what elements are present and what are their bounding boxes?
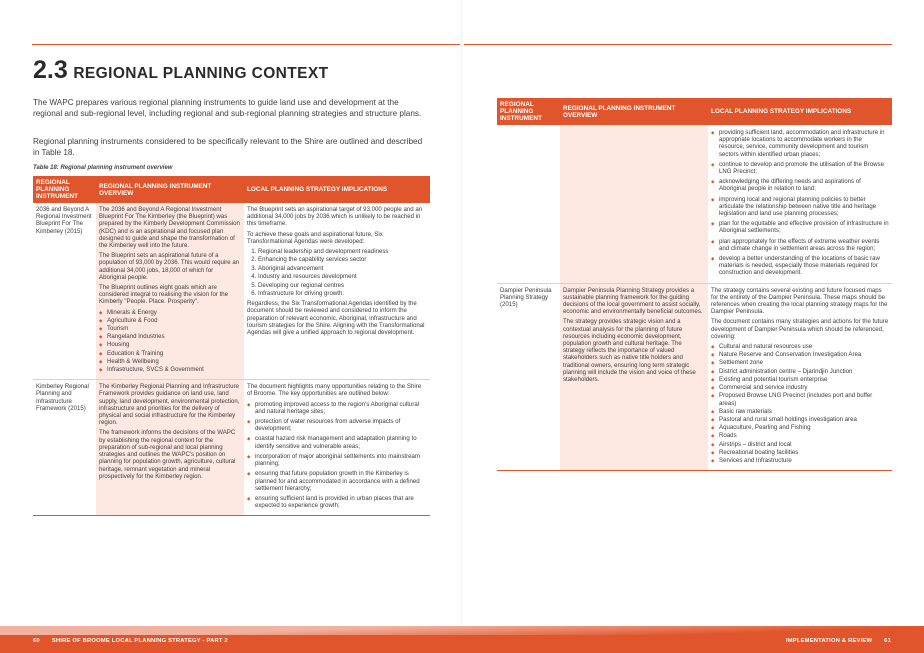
list-item: ◆ plan appropriately for the effects of extreme weather events and climate change in settlement areas across the region; (711, 238, 889, 252)
header-implications: LOCAL PLANNING STRATEGY IMPLICATIONS (708, 98, 892, 125)
header-instrument: REGIONAL PLANNING INSTRUMENT (33, 176, 96, 203)
list-item: ◆ Tourism (99, 325, 241, 332)
overview-cell (96, 203, 244, 380)
list-item: ◆ providing sufficient land, accommodation and infrastructure in appropriate locations to accommodate workers in the resource, service, community development and tourism sectors within identified urban places; (711, 129, 889, 158)
list-item: ◆ incorporation of major aboriginal settlements into mainstream planning; (247, 453, 427, 467)
footer-band (0, 626, 924, 653)
list-item: ◆ Settlement zone (711, 359, 889, 366)
page-number-right: 61 (884, 638, 891, 644)
list-item: ◆ Airstrips – district and local (711, 441, 889, 448)
list-item: 1. Regional leadership and development readiness (258, 248, 427, 255)
list-item: ◆ plan for the equitable and effective provision of infrastructure in Aboriginal settlements; (711, 220, 889, 234)
overview-text: The framework informs the decisions of the WAPC by establishing the regional context for the preparation of sub-regional and local planning strategies and outlines the WAPC's position on planning for population growth, agriculture, cultural heritage, remnant vegetation and mineral prospectively for the Kimberley region. (99, 429, 236, 480)
list-item: ◆ Pastoral and rural small holdings investigation area (711, 416, 889, 423)
section-heading (33, 56, 328, 85)
instrument-cell: 2036 and Beyond A Regional Investment Blueprint For The Kimberley (2015) (33, 203, 96, 380)
overview-cell (560, 283, 708, 470)
list-item: ◆ develop a better understanding of the locations of basic raw materials is needed, especially those materials required for construction and development. (711, 255, 889, 277)
overview-text: The 2036 and Beyond A Regional Investment Blueprint For The Kimberley (the Blueprint) was prepared by the Kimberly Development Commission (KDC) and is an aspirational and focused plan designed to guide and shape the transformation of the Kimberley well into the future. (99, 206, 240, 250)
list-item: ◆ Commercial and service industry (711, 384, 889, 391)
implications-text: The document contains many strategies and actions for the future development of Dampier Peninsula which should be referenced, covering: (711, 318, 889, 340)
table-caption: Table 18: Regional planning instrument overview (33, 165, 173, 171)
implications-text: The strategy contains several existing and future focused maps for the entirety of the Dampier Peninsula. These maps should be references when creating the local planning strategy maps for the Dampier Peninsula. (711, 286, 888, 316)
overview-text: Dampier Peninsula Planning Strategy provides a sustainable planning framework for the guiding decisions of the local government to assist socially, economic and environmentally beneficial outcomes. (563, 286, 703, 316)
footer-right (786, 638, 891, 644)
overview-text: The strategy provides strategic vision and a contextual analysis for the planning of future resources including economic development, population growth and cultural heritage. The strategy reflects the importance of valued stakeholders such as native title holders and traditional owners, ensuring long term strategic planning will include the vision and voice of these stakeholders. (563, 318, 696, 384)
list-item: ◆ District administration centre – Djarindjin Junction (711, 368, 889, 375)
implications-cell (244, 203, 430, 380)
implications-text: To achieve these goals and aspirational future, Six Transformational Agendas were developed: (247, 230, 383, 245)
list-item: 3. Aboriginal advancement (258, 265, 427, 272)
list-item: ◆ Services and Infrastructure (711, 457, 889, 464)
instrument-cell (497, 125, 560, 283)
list-item: ◆ Health & Wellbeing (99, 358, 241, 365)
overview-text: The Blueprint outlines eight goals which are considered integral to realising the vision for the Kimberly "People. Place. Prosperity". (99, 284, 229, 306)
footer-left (33, 638, 228, 644)
right-page (462, 0, 924, 653)
overview-text: The Blueprint sets an aspirational future of a population of 93,000 by 2036. This would require an additional 34,000 jobs, 18,000 of which for Aboriginal people. (99, 252, 240, 281)
table-row (33, 380, 430, 516)
list-item: ◆ ensuring sufficient land is provided in urban places that are expected to experience growth; (247, 495, 427, 509)
overview-cell (96, 380, 244, 516)
top-rule (464, 44, 892, 45)
goals-list (99, 309, 241, 374)
table-row (497, 125, 892, 283)
list-item: ◆ improving local and regional planning policies to better articulate the relationship between native title and heritage legislation and land use planning processes; (711, 196, 889, 218)
table-header-row (33, 176, 430, 203)
implications-text: The document highlights many opportunities relating to the Shire of Broome. The key opportunities are outlined below: (247, 383, 422, 398)
agendas-list (247, 248, 427, 297)
top-rule (32, 44, 460, 45)
header-instrument: REGIONAL PLANNING INSTRUMENT (497, 98, 560, 125)
table-row (33, 203, 430, 380)
header-overview: REGIONAL PLANNING INSTRUMENT OVERVIEW (96, 176, 244, 203)
regional-planning-table (33, 176, 430, 516)
section-number: 2.3 (33, 56, 68, 84)
list-item: 4. Industry and resources development (258, 273, 427, 280)
intro-paragraph: Regional planning instruments considered to be specifically relevant to the Shire are outlined and described in Table 18. (33, 137, 423, 157)
opportunities-list-continued (711, 129, 889, 277)
list-item: ◆ continue to develop and promote the utilisation of the Browse LNG Precinct; (711, 161, 889, 175)
implications-cell (244, 380, 430, 516)
regional-planning-table-continued (497, 98, 892, 471)
list-item: ◆ Education & Training (99, 350, 241, 357)
list-item: ◆ protection of water resources from adverse impacts of development; (247, 418, 427, 432)
list-item: ◆ promoting improved access to the region's Aboriginal cultural and natural heritage sites; (247, 401, 427, 415)
list-item: ◆ Existing and potential tourism enterprise (711, 376, 889, 383)
list-item: ◆ Rangeland Industries (99, 333, 241, 340)
page-number-left: 60 (33, 638, 40, 644)
implications-cell (708, 283, 892, 470)
list-item: ◆ Housing (99, 341, 241, 348)
opportunities-list (247, 401, 427, 510)
overview-cell (560, 125, 708, 283)
list-item: ◆ Cultural and natural resources use (711, 343, 889, 350)
list-item: ◆ ensuring that future population growth in the Kimberley is planned for and accommodated in accordance with a defined settlement hierarchy; (247, 470, 427, 492)
list-item: 2. Enhancing the capability services sector (258, 256, 427, 263)
footer-section-title: IMPLEMENTATION & REVIEW (785, 638, 873, 644)
implications-text: The Blueprint sets an aspirational target of 93,000 people and an additional 34,000 jobs by 2036 which is unlikely to be reached in this timeframe. (247, 206, 423, 228)
list-item: ◆ coastal hazard risk management and adaptation planning to identify sensitive and vulnerable areas; (247, 435, 427, 449)
list-item: ◆ Aquaculture, Pearling and Fishing (711, 424, 889, 431)
implications-text: Regardless, the Six Transformational Agendas identified by the document should be reviewed and considered to inform the preparation of relevant economic, Aboriginal, infrastructure and tourism strategies for the Shire. Aligning with the Transformational Agendas will give a unified approach to regional development. (247, 300, 425, 336)
footer-doc-title: SHIRE OF BROOME LOCAL PLANNING STRATEGY - PART 2 (51, 638, 228, 644)
list-item: ◆ Infrastructure, SVCS & Government (99, 366, 241, 373)
list-item: ◆ Proposed Browse LNG Precinct (includes port and buffer areas) (711, 392, 889, 406)
list-item: ◆ Basic raw materials (711, 408, 889, 415)
list-item: 6. Infrastructure for driving growth. (258, 290, 427, 297)
overview-text: The Kimberley Regional Planning and Infrastructure Framework provides guidance on land use, land supply, land development, environmental protection, infrastructure and priorities for the delivery of physical and social infrastructure for the Kimberley region. (99, 383, 240, 427)
list-item: 5. Developing our regional centres (258, 282, 427, 289)
list-item: ◆ Minerals & Energy (99, 309, 241, 316)
instrument-cell: Kimberley Regional Planning and Infrastructure Framework (2015) (33, 380, 96, 516)
table-header-row (497, 98, 892, 125)
table-row (497, 283, 892, 470)
implications-cell (708, 125, 892, 283)
header-implications: LOCAL PLANNING STRATEGY IMPLICATIONS (244, 176, 430, 203)
list-item: ◆ Recreational boating facilities (711, 449, 889, 456)
strategies-list (711, 343, 889, 464)
list-item: ◆ Agriculture & Food (99, 317, 241, 324)
instrument-cell: Dampier Peninsula Planning Strategy (2015) (497, 283, 560, 470)
intro-paragraph: The WAPC prepares various regional planning instruments to guide land use and development at the regional and sub-regional level, including regional and sub-regional planning strategies and structure plans. (33, 98, 422, 118)
list-item: ◆ Roads (711, 432, 889, 439)
header-overview: REGIONAL PLANNING INSTRUMENT OVERVIEW (560, 98, 708, 125)
section-title: REGIONAL PLANNING CONTEXT (73, 65, 329, 82)
list-item: ◆ acknowledging the differing needs and aspirations of Aboriginal people in relation to land; (711, 178, 889, 192)
list-item: ◆ Nature Reserve and Conservation Investigation Area (711, 351, 889, 358)
